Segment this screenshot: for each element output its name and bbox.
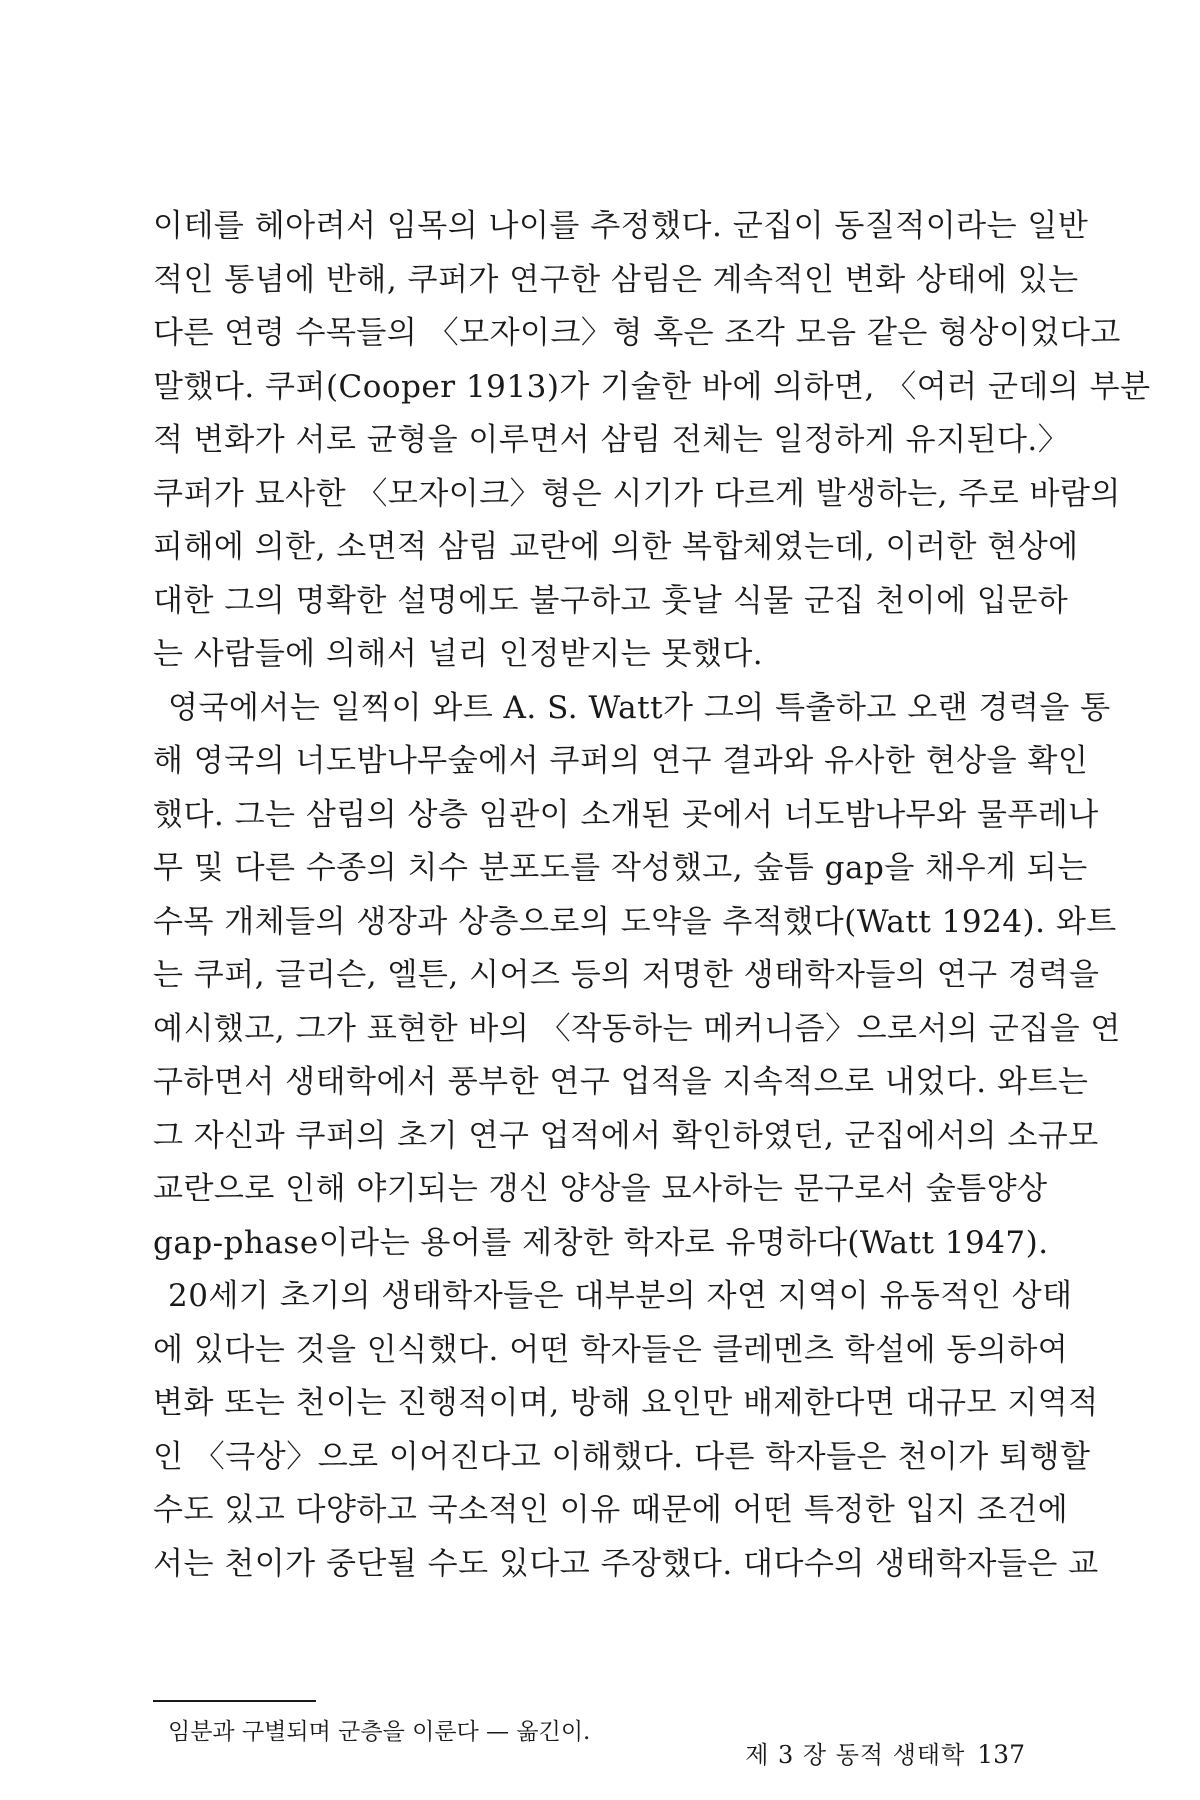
text-line: 말했다. 쿠퍼(Cooper 1913)가 기술한 바에 의하면, 〈여러 군데의 부분 — [153, 368, 1151, 405]
paragraph-3 — [153, 1270, 1099, 1591]
footnote: 임분과 구별되며 군층을 이룬다 — 옮긴이. — [168, 1719, 591, 1745]
text-line: 서는 천이가 중단될 수도 있다고 주장했다. 대다수의 생태학자들은 교 — [153, 1545, 1099, 1582]
text-line: 해 영국의 너도밤나무숲에서 쿠퍼의 연구 결과와 유사한 현상을 확인 — [153, 743, 1089, 779]
text-line: 그 자신과 쿠퍼의 초기 연구 업적에서 확인하였던, 군집에서의 소규모 — [153, 1117, 1099, 1154]
text-line: 인 〈극상〉으로 이어진다고 이해했다. 다른 학자들은 천이가 퇴행할 — [153, 1438, 1091, 1475]
paragraph-2 — [153, 682, 1121, 1271]
text-line: 이테를 헤아려서 임목의 나이를 추정했다. 군집이 동질적이라는 일반 — [153, 208, 1089, 244]
running-footer — [745, 1735, 1025, 1770]
text-line: 했다. 그는 삼림의 상층 임관이 소개된 곳에서 너도밤나무와 물푸레나 — [153, 796, 1099, 833]
text-line: 무 및 다른 수종의 치수 분포도를 작성했고, 숲틈 gap을 채우게 되는 — [153, 850, 1088, 886]
text-line: 는 사람들에 의해서 널리 인정받지는 못했다. — [153, 636, 764, 672]
text-line: 피해에 의한, 소면적 삼림 교란에 의한 복합체였는데, 이러한 현상에 — [153, 529, 1079, 565]
text-line: 대한 그의 명확한 설명에도 불구하고 훗날 식물 군집 천이에 입문하 — [153, 582, 1069, 619]
text-line: 교란으로 인해 야기되는 갱신 양상을 묘사하는 문구로서 숲틈양상 — [153, 1171, 1048, 1207]
chapter-title: 제 3 장 동적 생태학 — [745, 1741, 966, 1769]
text-line: 적인 통념에 반해, 쿠퍼가 연구한 삼림은 계속적인 변화 상태에 있는 — [153, 261, 1079, 298]
text-line: 수목 개체들의 생장과 상층으로의 도약을 추적했다(Watt 1924). 와트 — [153, 903, 1117, 940]
text-line: 예시했고, 그가 표현한 바의 〈작동하는 메커니즘〉으로서의 군집을 연 — [153, 1010, 1121, 1047]
body-text — [153, 200, 1151, 1591]
text-line: 는 쿠퍼, 글리슨, 엘튼, 시어즈 등의 저명한 생태학자들의 연구 경력을 — [153, 957, 1100, 993]
text-line: 에 있다는 것을 인식했다. 어떤 학자들은 클레멘츠 학설에 동의하여 — [153, 1331, 1069, 1368]
text-line: 20세기 초기의 생태학자들은 대부분의 자연 지역이 유동적인 상태 — [168, 1278, 1073, 1314]
text-line: gap-phase이라는 용어를 제창한 학자로 유명하다(Watt 1947). — [153, 1224, 1049, 1261]
text-line: 쿠퍼가 묘사한 〈모자이크〉형은 시기가 다르게 발생하는, 주로 바람의 — [153, 475, 1121, 512]
paragraph-1 — [153, 200, 1151, 682]
text-line: 다른 연령 수목들의 〈모자이크〉형 혹은 조각 모음 같은 형상이었다고 — [153, 315, 1121, 351]
text-line: 변화 또는 천이는 진행적이며, 방해 요인만 배제한다면 대규모 지역적 — [153, 1385, 1099, 1421]
text-line: 적 변화가 서로 균형을 이루면서 삼림 전체는 일정하게 유지된다.〉 — [153, 422, 1070, 458]
text-line: 구하면서 생태학에서 풍부한 연구 업적을 지속적으로 내었다. 와트는 — [153, 1064, 1089, 1100]
text-line: 영국에서는 일찍이 와트 A. S. Watt가 그의 특출하고 오랜 경력을 통 — [168, 689, 1111, 726]
text-line: 수도 있고 다양하고 국소적인 이유 때문에 어떤 특정한 입지 조건에 — [153, 1492, 1069, 1528]
page-number: 137 — [977, 1740, 1025, 1769]
